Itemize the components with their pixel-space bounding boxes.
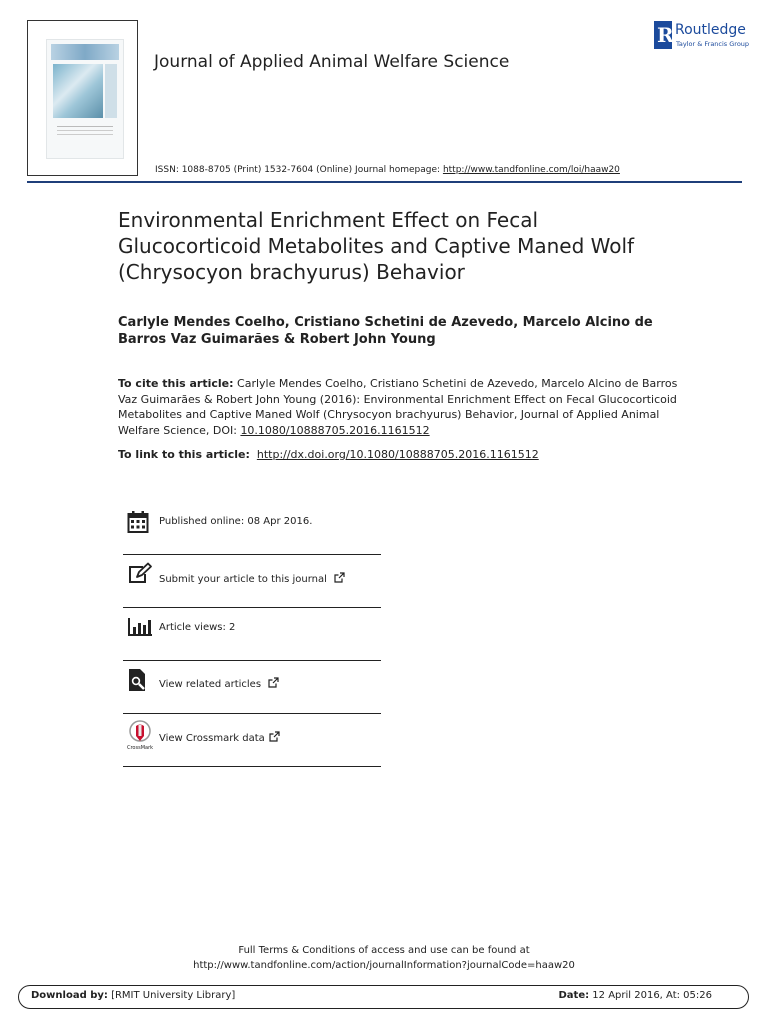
citation-doi-link[interactable]: 10.1080/10888705.2016.1161512: [240, 423, 430, 437]
external-link-icon: [269, 731, 280, 742]
divider: [123, 713, 381, 714]
document-search-icon: [127, 668, 149, 692]
terms-url-link[interactable]: http://www.tandfonline.com/action/journalInformation?journalCode=haaw20: [193, 960, 575, 971]
divider: [123, 766, 381, 767]
submit-article-link[interactable]: [159, 572, 345, 585]
external-link-icon: [334, 572, 345, 583]
terms-notice: [0, 943, 768, 973]
journal-title: Journal of Applied Animal Welfare Science: [154, 52, 510, 72]
article-link-line: [118, 448, 539, 461]
download-by: [31, 990, 235, 1001]
published-date: Published online: 08 Apr 2016.: [159, 516, 313, 527]
download-label: Download by:: [31, 990, 108, 1001]
crossmark-icon: [127, 720, 153, 750]
citation-text: Carlyle Mendes Coelho, Cristiano Schetini de Azevedo, Marcelo Alcino de Barros Vaz Guimarães & Robert John Young (2016): Environmental Enrichment Effect on Fecal Glucocorticoid Metabolites and Captive Maned Wolf (Chrysocyon brachyurus) Behavior, Journal of Applied Animal Welfare Science, DOI:: [118, 377, 678, 437]
download-value: [RMIT University Library]: [111, 990, 236, 1001]
publisher-subtitle: Taylor & Francis Group: [676, 40, 750, 48]
divider: [123, 607, 381, 608]
journal-homepage-link[interactable]: http://www.tandfonline.com/loi/haaw20: [442, 165, 620, 175]
terms-line-1: Full Terms & Conditions of access and use can be found at: [238, 945, 530, 956]
date-label: Date:: [558, 990, 590, 1001]
article-title: Environmental Enrichment Effect on Fecal Glucocorticoid Metabolites and Captive Maned Wolf (Chrysocyon brachyurus) Behavior: [118, 208, 635, 284]
divider: [123, 660, 381, 661]
routledge-logo: [654, 21, 750, 51]
submit-article-label: Submit your article to this journal: [159, 574, 327, 585]
issn-text: ISSN: 1088-8705 (Print) 1532-7604 (Online) Journal homepage:: [155, 165, 441, 175]
download-info-bar: [18, 985, 749, 1009]
link-label: To link to this article:: [118, 448, 250, 461]
related-articles-label: View related articles: [159, 679, 262, 690]
article-doi-url-link[interactable]: http://dx.doi.org/10.1080/10888705.2016.1161512: [256, 448, 539, 461]
related-articles-link[interactable]: [159, 677, 279, 690]
crossmark-icon-text: CrossMark: [127, 745, 153, 750]
journal-cover-image: [27, 20, 138, 176]
calendar-icon: [127, 510, 149, 534]
date-value: 12 April 2016, At: 05:26: [592, 990, 712, 1001]
header-divider: [27, 181, 742, 183]
edit-icon: [127, 562, 153, 586]
bar-chart-icon: [127, 616, 153, 638]
routledge-mark-icon: R: [654, 21, 672, 49]
publisher-name: Routledge: [675, 22, 746, 38]
article-authors: Carlyle Mendes Coelho, Cristiano Schetini de Azevedo, Marcelo Alcino de Barros Vaz Guimarães & Robert John Young: [118, 315, 653, 347]
external-link-icon: [268, 677, 279, 688]
crossmark-link[interactable]: [159, 731, 280, 744]
citation-label: To cite this article:: [118, 377, 234, 390]
citation-block: [118, 376, 678, 438]
divider: [123, 554, 381, 555]
download-date: [558, 990, 712, 1001]
issn-line: [155, 165, 620, 175]
article-views-count: Article views: 2: [159, 622, 236, 633]
crossmark-label: View Crossmark data: [159, 733, 265, 744]
